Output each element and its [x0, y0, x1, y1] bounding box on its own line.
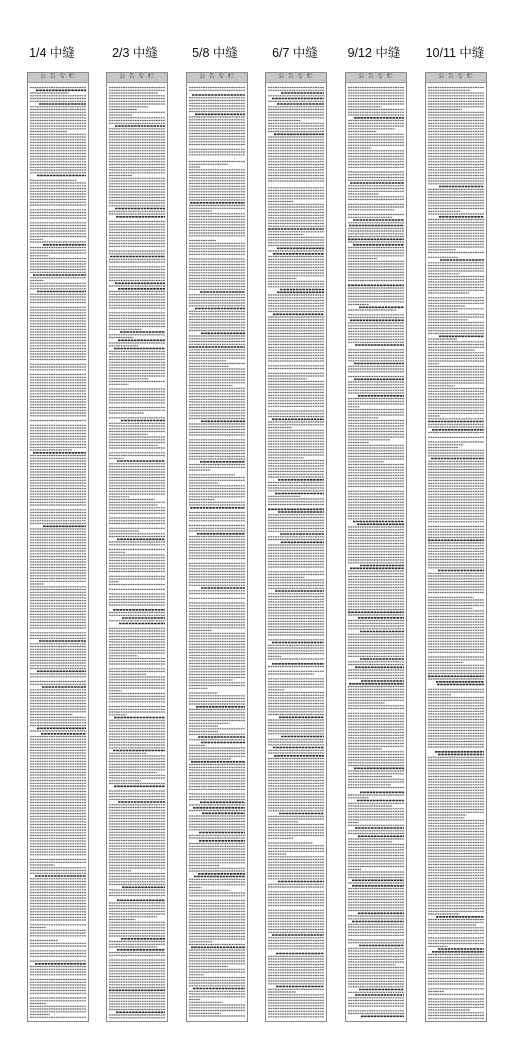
strip-text-body [187, 83, 247, 1021]
column-title-6-7: 6/7 中缝 [272, 46, 318, 60]
column-title-1-4: 1/4 中缝 [29, 46, 75, 60]
strip-header: 公 告 专 栏 [266, 73, 326, 83]
announcement-strip-5-8 [186, 72, 248, 1022]
announcement-strip-2-3 [106, 72, 168, 1022]
announcement-strip-1-4 [27, 72, 89, 1022]
strip-text-body [28, 83, 88, 1021]
column-title-9-12: 9/12 中缝 [347, 46, 401, 60]
column-title-5-8: 5/8 中缝 [192, 46, 238, 60]
strip-text-body [266, 83, 326, 1021]
strip-text-body [426, 83, 486, 1021]
strip-text-body [107, 83, 167, 1021]
strip-header: 公 告 专 栏 [187, 73, 247, 83]
strip-text-body [346, 83, 406, 1021]
announcement-strip-6-7 [265, 72, 327, 1022]
announcement-strip-10-11 [425, 72, 487, 1022]
strip-header: 公 告 专 栏 [107, 73, 167, 83]
column-title-10-11: 10/11 中缝 [425, 46, 485, 60]
strip-header: 公 告 专 栏 [28, 73, 88, 83]
strip-header: 公 告 专 栏 [426, 73, 486, 83]
column-title-2-3: 2/3 中缝 [112, 46, 158, 60]
announcement-strip-9-12 [345, 72, 407, 1022]
strip-header: 公 告 专 栏 [346, 73, 406, 83]
